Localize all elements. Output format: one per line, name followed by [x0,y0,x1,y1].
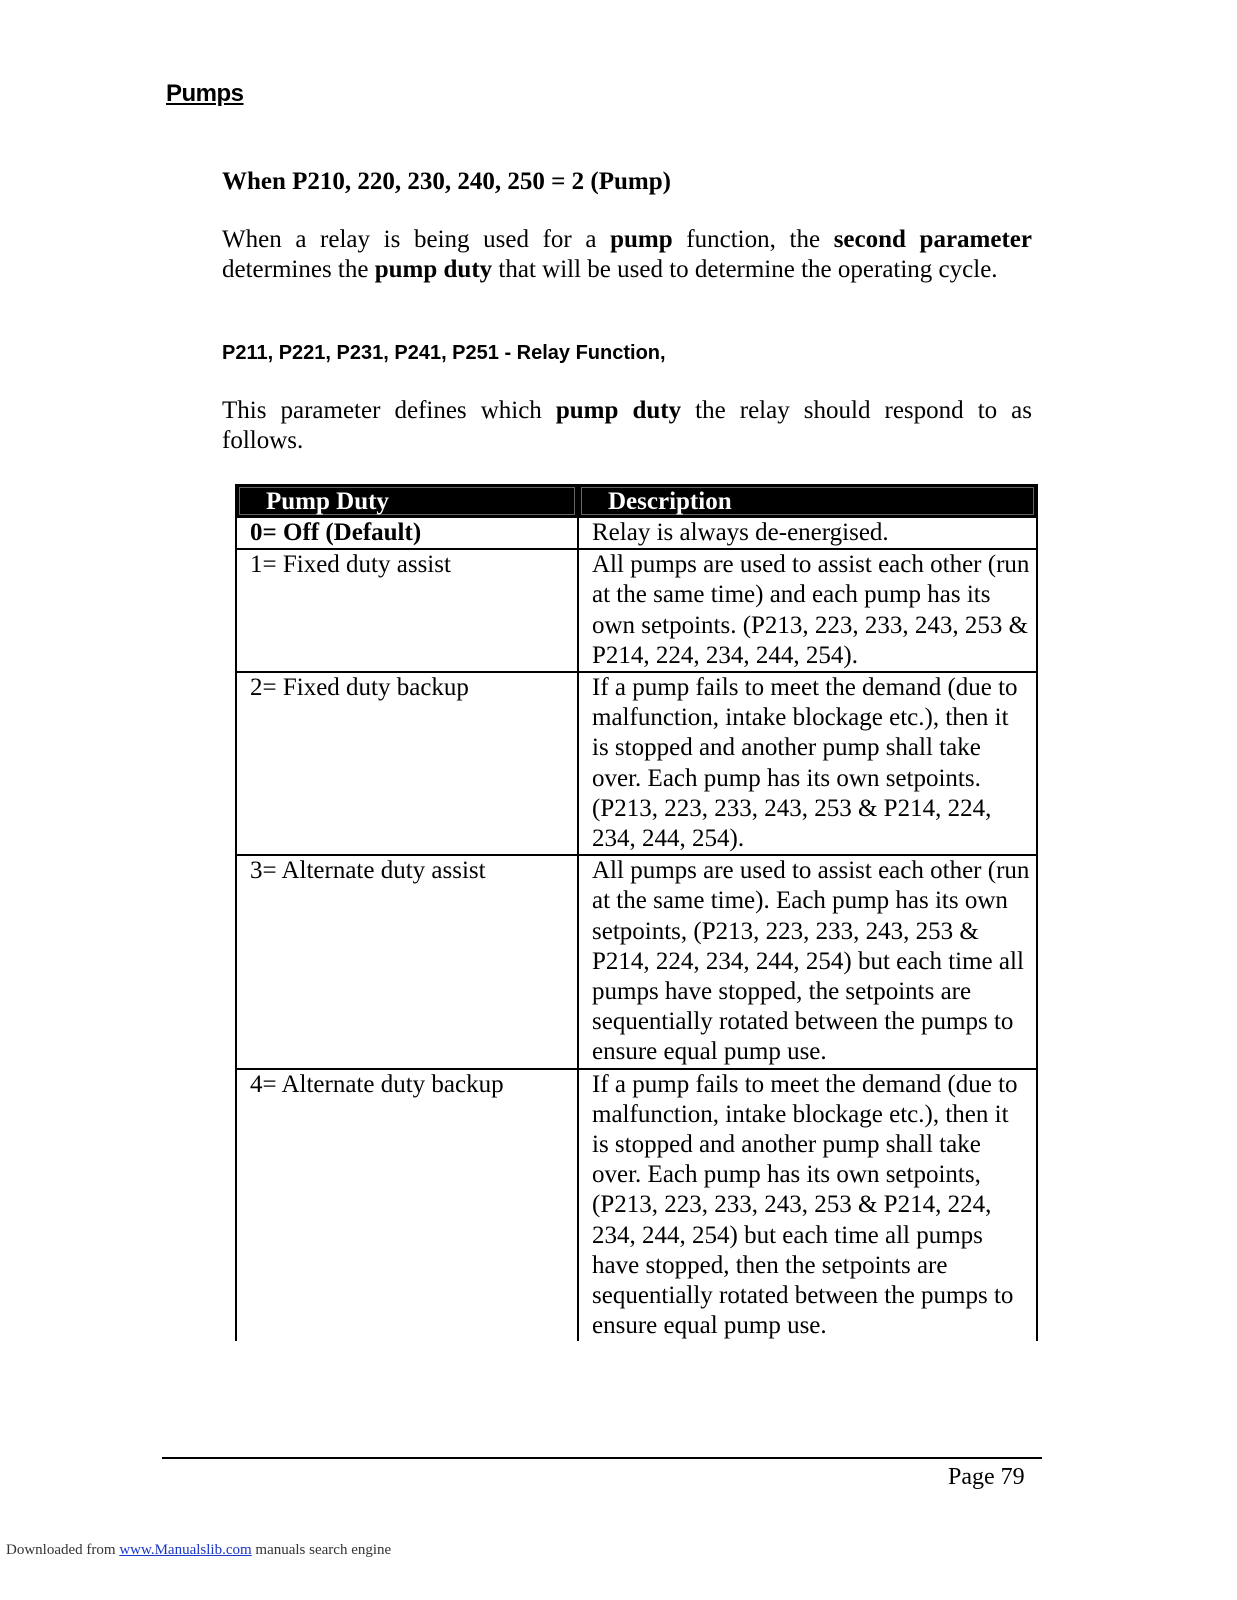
duty-cell: 0= Off (Default) [236,517,578,549]
description-cell: If a pump fails to meet the demand (due to malfunction, intake blockage etc.), then it is stopped and another pump shall take over. Each pump has its own setpoints. (P213, 223, 233, 243, 253 & P214, 224, 234, 244, 254). [578,672,1037,855]
parameter-heading: P211, P221, P231, P241, P251 - Relay Function, [222,342,666,364]
download-note: Downloaded from www.Manualslib.com manuals search engine [6,1542,392,1558]
table-row [236,855,1037,1068]
table-row [236,1069,1037,1342]
parameter-paragraph: This parameter defines which pump duty the relay should respond to as follows. [222,397,1033,454]
header-pump-duty: Pump Duty [236,485,578,517]
section-title: Pumps [166,80,244,107]
table-row [236,549,1037,672]
intro-paragraph: When a relay is being used for a pump function, the second parameter determines the pump duty that will be used to determine the operating cycle. [222,226,1032,283]
table-header-row [236,485,1037,517]
pump-duty-table [235,484,1038,1341]
description-cell: All pumps are used to assist each other (run at the same time). Each pump has its own setpoints, (P213, 223, 233, 243, 253 & P214, 224, 234, 244, 254) but each time all pumps have stopped, the setpoints are sequentially rotated between the pumps to ensure equal pump use. [578,855,1037,1068]
duty-cell: 2= Fixed duty backup [236,672,578,855]
duty-cell: 4= Alternate duty backup [236,1069,578,1342]
duty-cell: 3= Alternate duty assist [236,855,578,1068]
footer-divider [162,1457,1042,1459]
subheading: When P210, 220, 230, 240, 250 = 2 (Pump) [222,168,671,195]
page-number: Page 79 [948,1464,1025,1490]
duty-cell: 1= Fixed duty assist [236,549,578,672]
header-description: Description [578,485,1037,517]
description-cell: If a pump fails to meet the demand (due to malfunction, intake blockage etc.), then it is stopped and another pump shall take over. Each pump has its own setpoints, (P213, 223, 233, 243, 253 & P214, 224, 234, 244, 254) but each time all pumps have stopped, then the setpoints are sequentially rotated between the pumps to ensure equal pump use. [578,1069,1037,1342]
manualslib-link[interactable]: www.Manualslib.com [119,1542,252,1558]
table-row [236,517,1037,549]
table-row [236,672,1037,855]
description-cell: Relay is always de-energised. [578,517,1037,549]
description-cell: All pumps are used to assist each other (run at the same time) and each pump has its own setpoints. (P213, 223, 233, 243, 253 & P214, 224, 234, 244, 254). [578,549,1037,672]
